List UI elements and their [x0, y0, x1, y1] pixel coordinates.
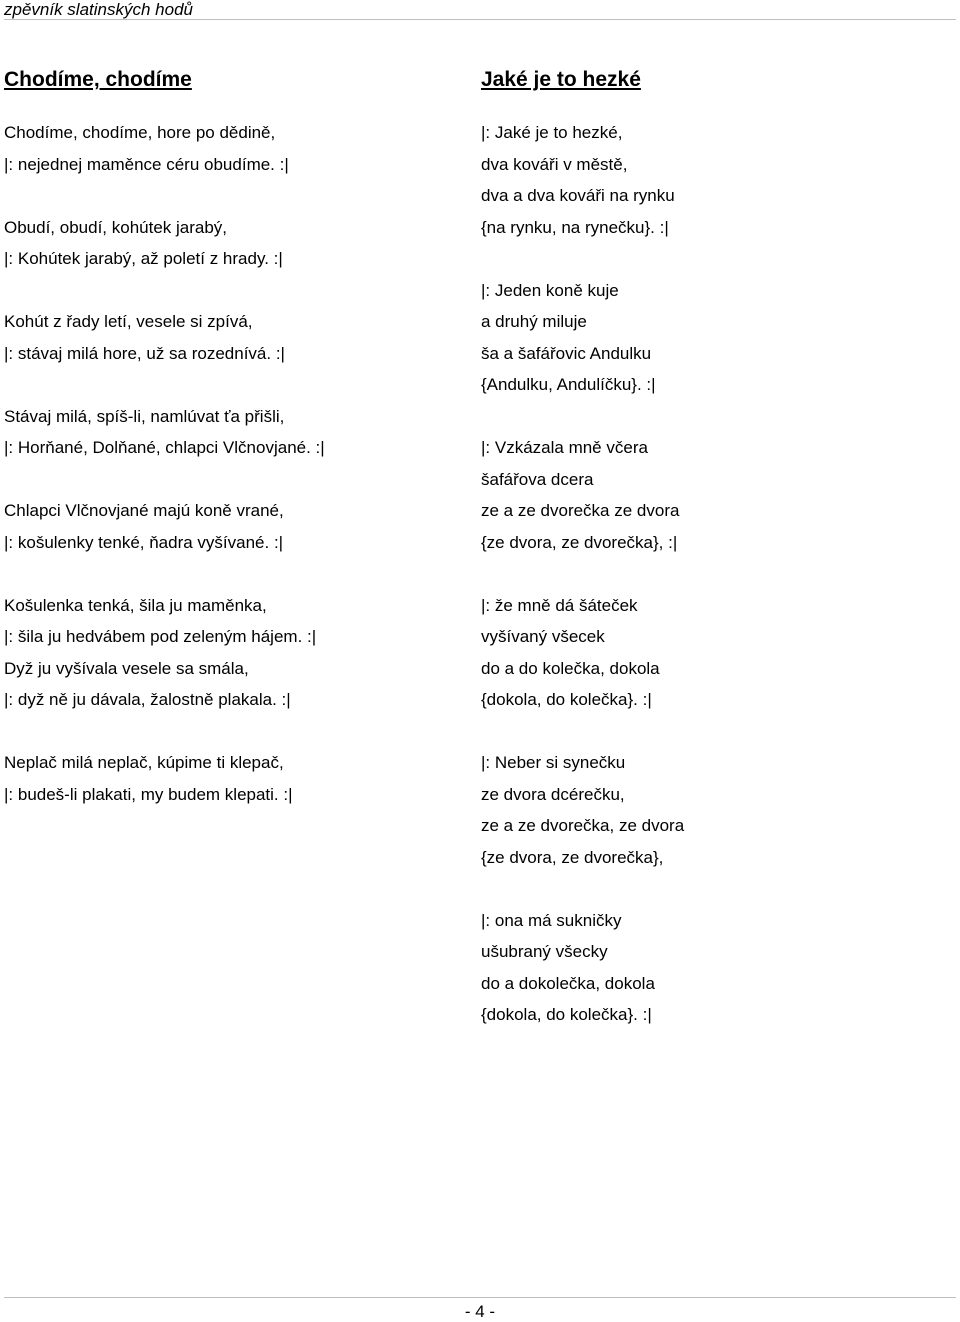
footer-divider [4, 1297, 956, 1298]
page-number: - 4 - [464, 1302, 496, 1321]
song-column-right [481, 66, 951, 1062]
header-divider [4, 19, 956, 20]
lyric-line: Dyž ju vyšívala vesele sa smála, [4, 658, 249, 678]
lyric-line: do a dokolečka, dokola [481, 973, 655, 993]
stanza [481, 590, 951, 716]
lyric-line: dva a dva kováři na rynku [481, 186, 675, 205]
song-title: Chodíme, chodíme [4, 68, 192, 91]
lyric-line: |: šila ju hedvábem pod zeleným hájem. :| [4, 627, 317, 646]
lyric-line: Kohút z řady letí, vesele si zpívá, [4, 312, 253, 331]
lyric-line: |: Jaké je to hezké, [481, 123, 623, 142]
stanza [481, 117, 951, 243]
lyric-line: {Andulku, Andulíčku}. :| [481, 375, 656, 394]
lyric-line: Chodíme, chodíme, hore po dědině, [4, 123, 276, 142]
lyric-line: Stávaj milá, spíš-li, namlúvat ťa přišli, [4, 406, 285, 426]
lyric-line: |: stávaj milá hore, už sa rozednívá. :| [4, 343, 285, 363]
stanza [481, 275, 951, 401]
lyric-line: ušubraný všecky [481, 942, 608, 961]
lyric-line: |: nejednej maměnce céru obudíme. :| [4, 154, 289, 174]
stanza [4, 495, 464, 558]
stanza [481, 905, 951, 1031]
lyric-line: |: že mně dá šáteček [481, 595, 638, 615]
lyric-line: šafářova dcera [481, 469, 594, 489]
lyric-line: |: Vzkázala mně včera [481, 438, 648, 457]
lyric-line: |: Kohútek jarabý, až poletí z hrady. :| [4, 249, 283, 268]
stanza [481, 432, 951, 558]
song-title: Jaké je to hezké [481, 68, 641, 91]
lyric-line: dva kováři v městě, [481, 154, 628, 174]
song-column-left [4, 66, 464, 842]
lyric-line: a druhý miluje [481, 312, 587, 331]
running-header: zpěvník slatinských hodů [4, 0, 193, 19]
stanza [4, 306, 464, 369]
stanza [4, 590, 464, 716]
lyric-line: |: Neber si synečku [481, 753, 626, 772]
lyric-line: {na rynku, na rynečku}. :| [481, 217, 669, 237]
lyric-line: Chlapci Vlčnovjané majú koně vrané, [4, 501, 284, 520]
lyric-line: {ze dvora, ze dvorečka}, :| [481, 532, 678, 552]
lyric-line: do a do kolečka, dokola [481, 658, 660, 678]
lyric-line: ze a ze dvorečka, ze dvora [481, 816, 685, 835]
lyric-line: ša a šafářovic Andulku [481, 343, 652, 363]
lyric-line: vyšívaný všecek [481, 627, 605, 646]
lyric-line: Košulenka tenká, šila ju maměnka, [4, 595, 267, 615]
lyric-line: ze a ze dvorečka ze dvora [481, 501, 680, 520]
lyric-line: |: budeš-li plakati, my budem klepati. :| [4, 784, 293, 804]
lyric-line: |: Horňané, Dolňané, chlapci Vlčnovjané. :| [4, 438, 325, 457]
stanza [481, 747, 951, 873]
lyric-line: ze dvora dcérečku, [481, 784, 625, 804]
lyric-line: |: ona má sukničky [481, 910, 622, 930]
lyric-line: Neplač milá neplač, kúpime ti klepač, [4, 753, 284, 772]
lyric-line: |: dyž ně ju dávala, žalostně plakala. :| [4, 690, 291, 709]
lyric-line: {dokola, do kolečka}. :| [481, 1005, 652, 1024]
stanza [4, 401, 464, 464]
stanza [4, 117, 464, 180]
lyric-line: |: Jeden koně kuje [481, 280, 619, 300]
lyric-line: Obudí, obudí, kohútek jarabý, [4, 217, 228, 237]
stanza [4, 747, 464, 810]
lyric-line: {ze dvora, ze dvorečka}, [481, 847, 664, 867]
lyric-line: {dokola, do kolečka}. :| [481, 690, 652, 709]
lyric-line: |: košulenky tenké, ňadra vyšívané. :| [4, 532, 284, 552]
stanza [4, 212, 464, 275]
